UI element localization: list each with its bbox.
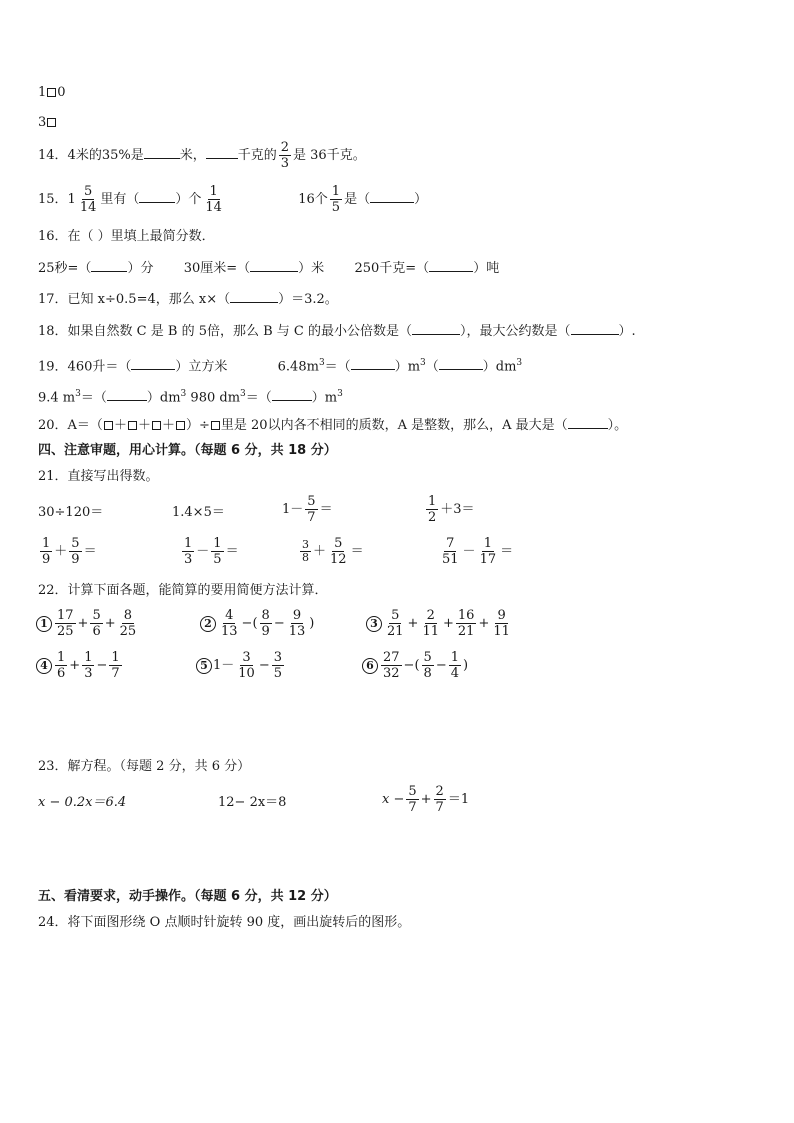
numerator: 7 (446, 536, 455, 551)
denominator: 9 (71, 552, 80, 567)
q21-item (298, 536, 364, 567)
q17-text: ）＝3.2。 (278, 292, 338, 307)
section-5-heading: 五、看清要求，动手操作。（每题 6 分，共 12 分） (38, 889, 337, 904)
q16-text: 25秒=（ (38, 261, 92, 276)
numerator: 1 (111, 650, 120, 665)
fraction (203, 184, 224, 215)
numerator: 27 (383, 650, 400, 665)
denominator: 25 (57, 624, 74, 639)
denominator: 7 (111, 666, 120, 681)
numerator: 5 (423, 650, 432, 665)
q22-expression-5 (196, 650, 286, 681)
numerator: 16 (457, 608, 475, 623)
q14-text: 米， (179, 148, 206, 163)
answer-blank[interactable] (272, 388, 312, 401)
denominator: 3 (280, 156, 290, 171)
q22-text: 1－ (213, 657, 235, 673)
denominator: 5 (213, 552, 222, 567)
q14-text: 14．4米的35%是 (38, 148, 144, 163)
denominator: 17 (479, 552, 497, 567)
fraction (328, 536, 349, 567)
q20-text: ＋ (137, 418, 151, 433)
q15-text: 里有（ (100, 192, 140, 207)
numerator: 5 (307, 494, 316, 509)
denominator: 9 (261, 624, 270, 639)
answer-blank[interactable] (131, 357, 175, 370)
denominator: 21 (457, 624, 475, 639)
numerator: 1 (213, 536, 222, 551)
numerator: 1 (428, 494, 437, 509)
q20-text: 20．A＝（ (38, 418, 103, 433)
fraction (69, 536, 81, 567)
q18-text: 18．如果自然数 C 是 B 的 5倍，那么 B 与 C 的最小公倍数是（ (38, 324, 413, 339)
q19-text: 6.48m (277, 359, 319, 375)
fraction (90, 608, 102, 639)
numerator: 8 (123, 608, 133, 623)
answer-blank[interactable] (230, 290, 278, 303)
question-17 (38, 290, 338, 309)
section-4-heading: 四、注意审题，用心计算。（每题 6 分，共 18 分） (38, 443, 337, 458)
question-18 (38, 322, 636, 341)
q21-text: ＝ (350, 543, 364, 559)
q20-text: ）÷ (185, 418, 210, 433)
denominator: 25 (119, 624, 137, 639)
operator: − (403, 657, 415, 673)
answer-blank[interactable] (91, 259, 127, 272)
numerator: 1 (57, 650, 66, 665)
circled-number: 2 (200, 616, 216, 632)
operator: + (478, 615, 490, 631)
q16-text: ）米 (298, 261, 325, 276)
answer-blank[interactable] (571, 322, 619, 335)
q17-text: 17．已知 x÷0.5=4，那么 x×（ (38, 292, 231, 307)
denominator: 10 (238, 666, 255, 681)
fraction (109, 650, 121, 681)
denominator: 7 (408, 800, 417, 815)
fraction (478, 536, 499, 567)
fraction (406, 784, 418, 815)
fraction (456, 608, 477, 639)
q21-item: 30÷120＝ (38, 505, 104, 520)
q15-text: ） (414, 192, 428, 207)
numerator: 2 (435, 784, 444, 799)
denominator: 8 (302, 551, 309, 564)
q21-text: ＋3＝ (440, 501, 475, 517)
numerator: 5 (391, 608, 400, 623)
fraction (82, 650, 94, 681)
superscript: 3 (420, 358, 426, 368)
q14-text: 是 36千克。 (293, 148, 366, 163)
denominator: 6 (57, 666, 66, 681)
q15-text: ）个 (175, 192, 202, 207)
denominator: 11 (493, 624, 510, 639)
placeholder-square-icon (176, 421, 185, 430)
operator: + (69, 657, 81, 673)
q19-text: ）立方米 (175, 359, 228, 375)
superscript: 3 (75, 389, 81, 399)
operator: − (241, 615, 253, 631)
q19-text: ）dm (146, 390, 181, 406)
operator: + (77, 615, 89, 631)
operator: － (462, 543, 476, 559)
paren: ( (252, 615, 258, 631)
question-14 (38, 140, 366, 171)
operator: － (196, 543, 210, 559)
q16-text: 250千克=（ (354, 261, 430, 276)
q21-item (438, 536, 513, 567)
denominator: 3 (184, 552, 193, 567)
fraction (440, 536, 461, 567)
q22-expression-3 (366, 608, 514, 639)
fraction (449, 650, 461, 681)
answer-blank[interactable] (412, 322, 460, 335)
answer-blank[interactable] (370, 190, 414, 203)
q19-text: ＝（ (80, 390, 107, 406)
fraction (272, 650, 284, 681)
question-23-title: 23．解方程。（每题 2 分，共 6 分） (38, 759, 251, 774)
fraction (55, 608, 76, 639)
placeholder-square-icon (152, 421, 161, 430)
denominator: 5 (331, 200, 341, 215)
denominator: 2 (428, 510, 437, 525)
numerator: 9 (497, 608, 506, 623)
fraction (434, 784, 446, 815)
circled-number: 1 (36, 616, 52, 632)
superscript: 3 (337, 389, 343, 399)
denominator: 32 (383, 666, 400, 681)
mixed-whole: 1 (67, 192, 76, 207)
q21-text: ＝ (225, 543, 239, 559)
fraction (287, 608, 308, 639)
denominator: 21 (387, 624, 404, 639)
superscript: 3 (240, 389, 246, 399)
q16-text: ）分 (127, 261, 154, 276)
q20-text: ）。 (607, 418, 628, 433)
answer-blank[interactable] (429, 259, 473, 272)
fragment-text: 1 (38, 85, 47, 100)
fragment-text: 0 (57, 85, 66, 100)
question-24: 24．将下面图形绕 O 点顺时针旋转 90 度，画出旋转后的图形。 (38, 915, 411, 930)
q21-item: 1.4×5＝ (172, 505, 225, 520)
fraction (219, 608, 240, 639)
fraction (305, 494, 317, 525)
numerator: 5 (71, 536, 80, 551)
circled-number: 4 (36, 658, 52, 674)
answer-blank[interactable] (206, 146, 238, 159)
circled-number: 3 (366, 616, 382, 632)
placeholder-square-icon (104, 421, 113, 430)
denominator: 14 (205, 200, 222, 215)
question-19-row2 (38, 385, 343, 407)
numerator: 5 (83, 184, 93, 199)
fraction (385, 608, 406, 639)
question-19 (38, 354, 522, 376)
fraction (78, 184, 99, 215)
answer-blank[interactable] (144, 146, 180, 159)
fraction (330, 184, 342, 215)
fraction (420, 608, 441, 639)
q21-item (282, 494, 333, 525)
q23-equation-3 (382, 784, 469, 815)
fraction (55, 650, 67, 681)
q22-expression-2 (200, 608, 314, 639)
question-16: 16．在（ ）里填上最简分数． (38, 229, 215, 244)
operator: − (273, 615, 285, 631)
denominator: 7 (435, 800, 444, 815)
fraction (422, 650, 434, 681)
operator: ＋ (313, 543, 327, 559)
q18-text: ），最大公约数是（ (460, 324, 571, 339)
q19-text: 9.4 m (38, 390, 76, 406)
q20-text: 里是 20以内各不相同的质数，A 是整数，那么，A 最大是（ (220, 418, 568, 433)
q16-text: ）吨 (473, 261, 500, 276)
operator: + (104, 615, 116, 631)
fraction (279, 140, 291, 171)
denominator: 7 (307, 510, 316, 525)
fraction (182, 536, 194, 567)
q21-text: ＝ (83, 543, 97, 559)
answer-blank[interactable] (250, 259, 298, 272)
q21-text: ＝ (319, 501, 333, 517)
numerator: 5 (334, 536, 343, 551)
numerator: 1 (42, 536, 51, 551)
q19-text: ＝（ (324, 359, 351, 375)
q14-text: 千克的 (237, 148, 277, 163)
answer-blank[interactable] (139, 190, 175, 203)
answer-blank[interactable] (568, 416, 608, 429)
fraction (118, 608, 139, 639)
operator: − (96, 657, 108, 673)
question-22-title: 22．计算下面各题，能简算的要用简便方法计算． (38, 583, 328, 598)
operator: + (443, 615, 454, 631)
placeholder-square-icon (128, 421, 137, 430)
numerator: 1 (209, 184, 218, 199)
superscript: 3 (516, 358, 523, 368)
numerator: 1 (331, 184, 341, 199)
numerator: 1 (84, 650, 93, 665)
q21-item (424, 494, 475, 525)
q19-text: ＝（ (245, 390, 272, 406)
q21-item (38, 536, 97, 567)
circled-number: 5 (196, 658, 212, 674)
numerator: 1 (450, 650, 459, 665)
fraction (381, 650, 402, 681)
q20-text: ＋ (113, 418, 127, 433)
question-21-title: 21．直接写出得数。 (38, 469, 159, 484)
denominator: 3 (84, 666, 93, 681)
paren: ) (309, 615, 315, 631)
numerator: 2 (426, 608, 435, 623)
numerator: 3 (273, 650, 283, 665)
placeholder-square-icon (47, 118, 56, 127)
fraction (426, 494, 438, 525)
numerator: 8 (261, 608, 270, 623)
fraction (40, 536, 52, 567)
q22-expression-1 (36, 608, 140, 639)
q23-equation-2: 12− 2x＝8 (218, 795, 287, 810)
question-20 (38, 416, 627, 435)
q23-equation-1: x − 0.2x＝6.4 (38, 795, 127, 810)
denominator: 8 (423, 666, 432, 681)
fragment-line-1 (38, 84, 66, 102)
paren: ) (463, 657, 469, 673)
operator: + (420, 791, 432, 807)
question-16-items (38, 259, 499, 278)
denominator: 13 (221, 624, 238, 639)
fragment-text: 3 (38, 115, 47, 130)
fragment-line-2 (38, 114, 57, 132)
q21-item (180, 536, 239, 567)
q23-text: ＝1 (447, 791, 470, 807)
q19-text: （ (425, 359, 439, 375)
q21-text: ＝ (500, 543, 514, 559)
fraction (211, 536, 223, 567)
denominator: 11 (422, 624, 439, 639)
fraction (300, 539, 311, 564)
q19-text: ）dm (482, 359, 517, 375)
q21-text: 1－ (282, 501, 304, 517)
fraction (491, 608, 512, 639)
q16-text: 30厘米=（ (183, 261, 251, 276)
denominator: 4 (450, 666, 459, 681)
denominator: 14 (79, 200, 97, 215)
numerator: 9 (292, 608, 302, 623)
numerator: 1 (184, 536, 193, 551)
q19-text: ）m (394, 359, 421, 375)
paren: ( (414, 657, 420, 673)
q15-text: 15． (38, 192, 68, 207)
placeholder-square-icon (47, 88, 56, 97)
q18-text: ）. (618, 324, 636, 339)
denominator: 51 (442, 552, 459, 567)
numerator: 4 (225, 608, 234, 623)
q22-expression-4 (36, 650, 124, 681)
denominator: 9 (42, 552, 51, 567)
answer-blank[interactable] (107, 388, 147, 401)
operator: ＋ (54, 543, 68, 559)
denominator: 13 (288, 624, 306, 639)
q15-text: 16个 (298, 192, 328, 207)
q22-expression-6 (362, 650, 468, 681)
numerator: 17 (57, 608, 74, 623)
numerator: 2 (280, 140, 290, 155)
fraction (236, 650, 257, 681)
numerator: 5 (92, 608, 101, 623)
q19-text: 19．460升＝（ (38, 359, 132, 375)
numerator: 3 (242, 650, 251, 665)
operator: + (407, 615, 419, 631)
denominator: 12 (330, 552, 347, 567)
circled-number: 6 (362, 658, 378, 674)
fraction (260, 608, 272, 639)
q23-text: x − (382, 791, 405, 807)
superscript: 3 (180, 389, 187, 399)
numerator: 5 (408, 784, 417, 799)
denominator: 5 (273, 666, 283, 681)
answer-blank[interactable] (439, 357, 483, 370)
superscript: 3 (318, 358, 325, 368)
question-15 (38, 184, 427, 215)
q19-text: 980 dm (190, 390, 241, 406)
numerator: 3 (302, 538, 309, 551)
q20-text: ＋ (161, 418, 175, 433)
q15-text: 是（ (344, 192, 371, 207)
placeholder-square-icon (211, 421, 220, 430)
q19-text: ）m (311, 390, 338, 406)
answer-blank[interactable] (351, 357, 395, 370)
denominator: 6 (92, 624, 101, 639)
numerator: 1 (483, 536, 492, 551)
operator: − (435, 657, 447, 673)
operator: − (258, 657, 270, 673)
